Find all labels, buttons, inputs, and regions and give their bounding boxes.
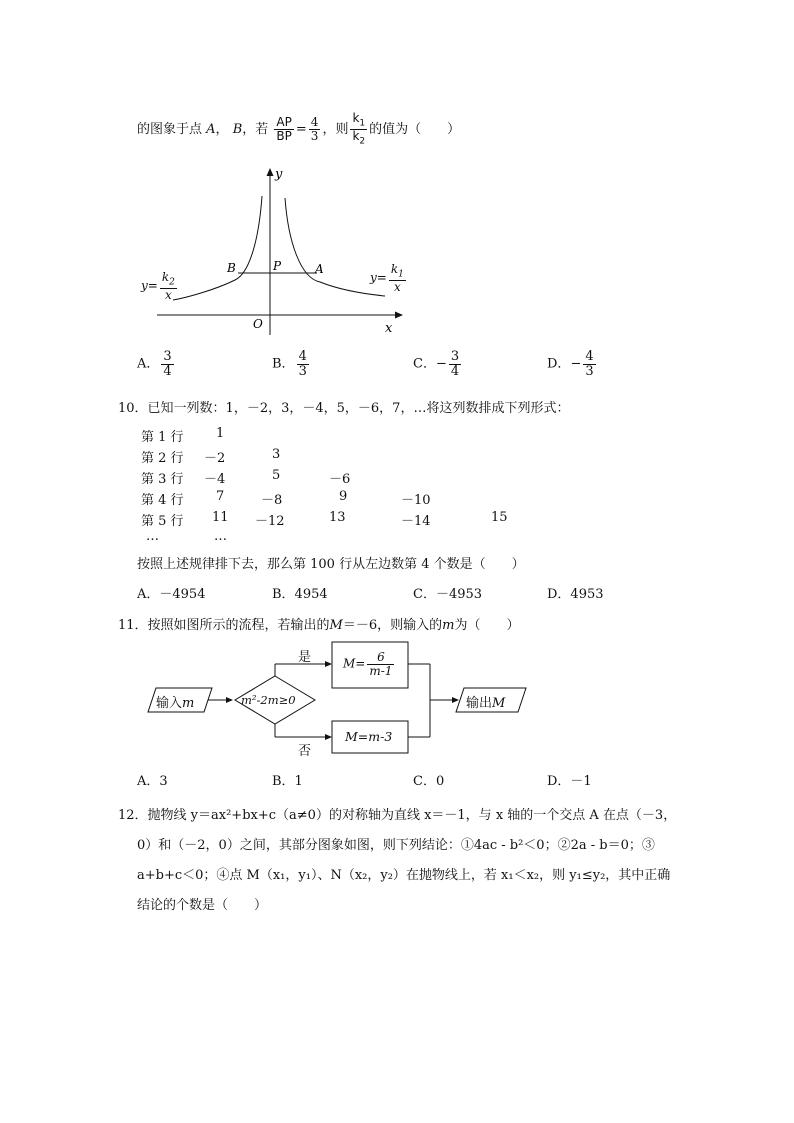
flow-bottom-box-label: M=m-3: [345, 729, 393, 744]
q11-option-d[interactable]: D．－1: [547, 774, 592, 789]
q12-line-2: 0）和（－2，0）之间，其部分图象如图，则下列结论：①4ac - b²＜0；②2a - b＝0；③: [137, 838, 655, 853]
q9-stem-then: ，则: [322, 121, 349, 137]
x-axis-arrow: [395, 312, 403, 319]
q9-stem-suffix: 的值为（ ）: [369, 121, 461, 137]
q10-option-c[interactable]: C．－4953: [413, 587, 483, 602]
label-b: B: [227, 261, 236, 275]
q9-stem: 的图象于点 A， B，若 $\frac{AP}{BP}$ = $\frac{4}{3}$ ，则 $\frac{k_1}{k_2}$ 的值为（ ）: [137, 111, 461, 147]
q11-option-c[interactable]: C．0: [413, 774, 445, 789]
q12-line-1: 12．抛物线 y＝ax²+bx+c（a≠0）的对称轴为直线 x＝－1，与 x 轴的一个交点 A 在点（－3，: [118, 808, 677, 823]
q9-equals: =: [295, 121, 307, 137]
q9-ratio-ap-bp: $\frac{AP}{BP}$: [276, 115, 292, 143]
flow-top-box-label: M= $\frac{6}{m-1}$: [343, 650, 393, 678]
y-axis-label: y: [275, 167, 283, 182]
q9-stem-prefix: 的图象于点: [137, 121, 203, 137]
q9-option-d[interactable]: D．− $\frac{4}{3}$: [547, 349, 594, 379]
q12-line-4: 结论的个数是（ ）: [137, 898, 268, 913]
origin-label: O: [253, 317, 263, 331]
flow-yes-label: 是: [298, 650, 312, 665]
q10-option-d[interactable]: D．4953: [547, 587, 604, 602]
q9-left-function-label: y= $\frac{k_2}{x}$: [141, 270, 175, 302]
q11-option-b[interactable]: B．1: [272, 774, 303, 789]
q9-point-b: B: [232, 121, 243, 137]
flow-output-label: 输出M: [466, 696, 506, 711]
flow-no-label: 否: [298, 744, 312, 759]
left-hyperbola-branch: [173, 196, 262, 300]
q9-point-a: A: [206, 121, 216, 137]
y-axis-arrow: [267, 168, 274, 176]
q9-option-b[interactable]: B． $\frac{4}{3}$: [272, 349, 307, 379]
q10-stem: 10．已知一列数：1，－2，3，－4，5，－6，7，…将这列数排成下列形式：: [118, 401, 570, 416]
q9-option-a[interactable]: A． $\frac{3}{4}$: [137, 349, 172, 379]
label-p: P: [273, 259, 282, 273]
q9-option-c[interactable]: C．− $\frac{3}{4}$: [413, 349, 460, 379]
q10-question: 按照上述规律排下去，那么第 100 行从左边数第 4 个数是（ ）: [137, 557, 525, 572]
q10-option-b[interactable]: B．4954: [272, 587, 328, 602]
q10-option-a[interactable]: A．－4954: [137, 587, 206, 602]
q11-stem: 11．按照如图所示的流程，若输出的M＝－6，则输入的m为（ ）: [118, 618, 520, 633]
q9-ratio-4-3: $\frac{4}{3}$: [310, 115, 319, 143]
label-a: A: [315, 262, 324, 276]
flow-condition-label: m²-2m≥0: [241, 693, 296, 707]
q11-option-a[interactable]: A．3: [137, 774, 168, 789]
flow-input-label: 输入m: [156, 696, 195, 711]
q9-ratio-k1-k2: $\frac{k_1}{k_2}$: [352, 111, 366, 147]
q12-line-3: a+b+c＜0；④点 M（x₁，y₁）、N（x₂，y₂）在抛物线上，若 x₁＜x₂，则 y₁≤y₂，其中正确: [137, 868, 671, 883]
q9-stem-mid: ，若: [242, 121, 269, 137]
x-axis-label: x: [385, 321, 393, 336]
q9-hyperbola-graph: [135, 160, 415, 338]
q9-right-function-label: y= $\frac{k_1}{x}$: [370, 262, 404, 294]
